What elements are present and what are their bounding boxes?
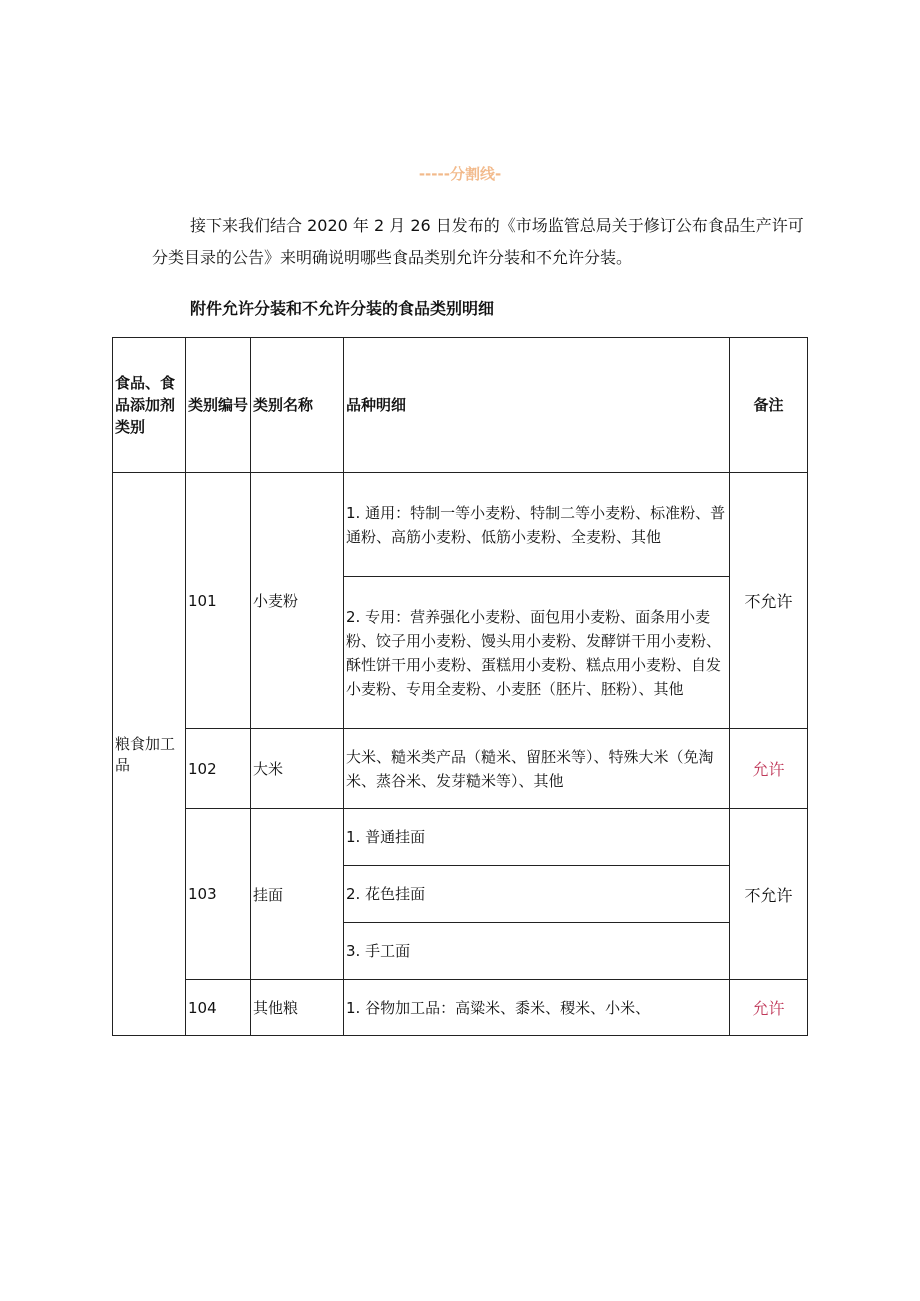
intro-paragraph: 接下来我们结合 2020 年 2 月 26 日发布的《市场监管总局关于修订公布食品生产许可分类目录的公告》来明确说明哪些食品类别允许分装和不允许分装。	[152, 216, 804, 267]
section-divider: -----分割线-	[418, 165, 502, 183]
header-name: 类别名称	[251, 338, 344, 473]
food-category-table	[112, 337, 808, 1036]
table-row	[113, 809, 808, 866]
detail-cell: 1. 谷物加工品：高粱米、黍米、稷米、小米、	[344, 980, 730, 1036]
note-cell: 允许	[730, 980, 808, 1036]
table-header-row	[113, 338, 808, 473]
detail-cell: 大米、糙米类产品（糙米、留胚米等）、特殊大米（免淘米、蒸谷米、发芽糙米等）、其他	[344, 729, 730, 809]
header-detail: 品种明细	[344, 338, 730, 473]
table-row	[113, 729, 808, 809]
table-caption: 附件允许分装和不允许分装的食品类别明细	[190, 299, 495, 318]
code-cell: 101	[186, 473, 251, 729]
header-category: 食品、食品添加剂类别	[113, 338, 186, 473]
note-cell: 不允许	[730, 809, 808, 980]
detail-cell: 3. 手工面	[344, 923, 730, 980]
header-code: 类别编号	[186, 338, 251, 473]
code-cell: 103	[186, 809, 251, 980]
detail-cell: 1. 普通挂面	[344, 809, 730, 866]
detail-cell: 1. 通用：特制一等小麦粉、特制二等小麦粉、标准粉、普通粉、高筋小麦粉、低筋小麦粉、全麦粉、其他	[344, 473, 730, 577]
code-cell: 104	[186, 980, 251, 1036]
note-cell: 不允许	[730, 473, 808, 729]
name-cell: 小麦粉	[251, 473, 344, 729]
name-cell: 其他粮	[251, 980, 344, 1036]
header-note: 备注	[730, 338, 808, 473]
category-cell: 粮食加工品	[113, 473, 186, 1036]
name-cell: 挂面	[251, 809, 344, 980]
table-row	[113, 473, 808, 577]
detail-cell: 2. 花色挂面	[344, 866, 730, 923]
name-cell: 大米	[251, 729, 344, 809]
note-cell: 允许	[730, 729, 808, 809]
code-cell: 102	[186, 729, 251, 809]
detail-cell: 2. 专用：营养强化小麦粉、面包用小麦粉、面条用小麦粉、饺子用小麦粉、馒头用小麦粉、发酵饼干用小麦粉、酥性饼干用小麦粉、蛋糕用小麦粉、糕点用小麦粉、自发小麦粉、专用全麦粉、小麦胚（胚片、胚粉）、其他	[344, 577, 730, 729]
